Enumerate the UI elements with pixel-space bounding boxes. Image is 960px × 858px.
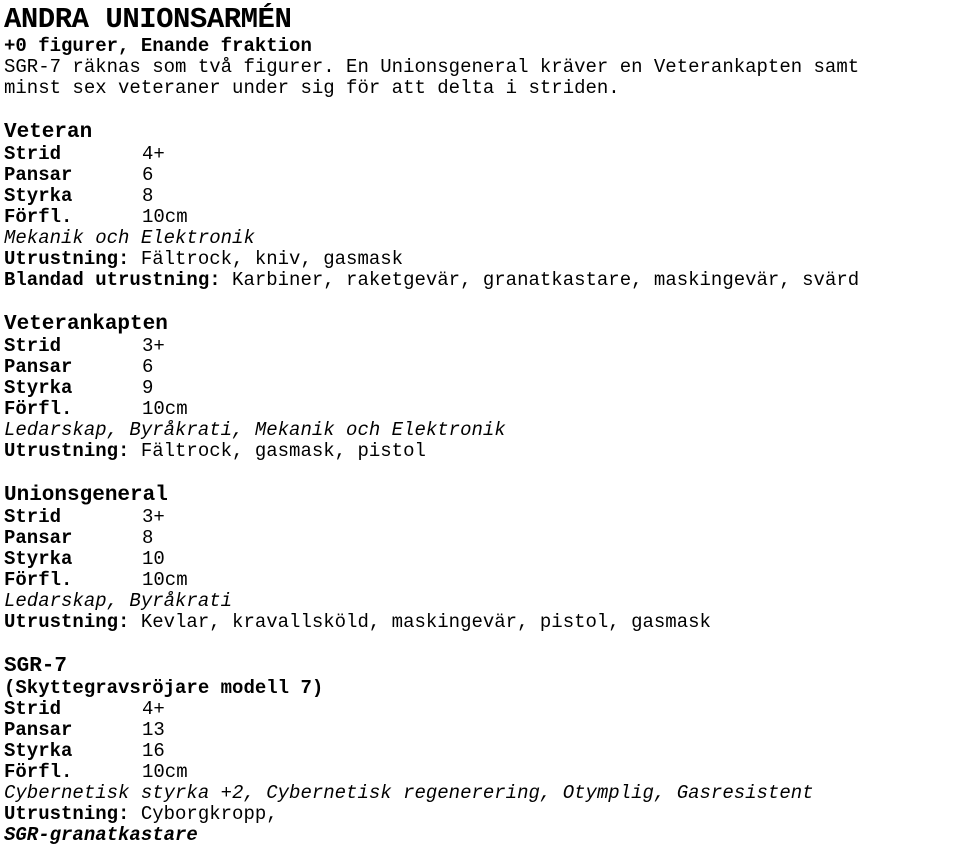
stat-value: 8 [142,527,154,549]
stat-label: Styrka [4,548,73,570]
stat-row [4,570,960,591]
stat-value: 16 [142,740,165,762]
equipment-list: Fältrock, gasmask, pistol [129,440,426,462]
unit-abilities: Ledarskap, Byråkrati [4,590,233,612]
stat-value: 3+ [142,506,165,528]
unit-name: SGR-7 [4,655,68,678]
stat-label: Styrka [4,740,73,762]
stat-value: 10cm [142,206,188,228]
stat-value: 4+ [142,143,165,165]
unit-sgr-7 [4,656,960,846]
stat-label: Pansar [4,356,73,378]
stat-value: 10cm [142,398,188,420]
stat-row [4,207,960,228]
mixed-equipment-list: Karbiner, raketgevär, granatkastare, maskingevär, svärd [220,269,860,291]
stat-label: Förfl. [4,206,73,228]
stat-label: Förfl. [4,761,73,783]
stat-label: Styrka [4,377,73,399]
intro-line-2: minst sex veteraner under sig för att delta i striden. [4,77,620,99]
stat-label: Pansar [4,527,73,549]
unit-abilities: Mekanik och Elektronik [4,227,255,249]
unit-name: Veterankapten [4,313,168,336]
stat-label: Strid [4,698,62,720]
stat-row [4,399,960,420]
stat-label: Strid [4,506,62,528]
unit-name: Unionsgeneral [4,484,168,507]
stat-value: 10 [142,548,165,570]
stat-value: 8 [142,185,154,207]
stat-label: Pansar [4,719,73,741]
equipment-label: Utrustning: [4,611,130,633]
stat-row [4,741,960,762]
stat-value: 4+ [142,698,165,720]
stat-row [4,699,960,720]
equipment-list: Cyborgkropp, [129,803,278,825]
unit-equipment [4,441,960,462]
equipment-label: Utrustning: [4,803,130,825]
unit-veteran [4,122,960,291]
stat-label: Styrka [4,185,73,207]
unit-abilities: Cybernetisk styrka +2, Cybernetisk regenerering, Otymplig, Gasresistent [4,782,814,804]
stat-row [4,528,960,549]
equipment-list: Fältrock, kniv, gasmask [129,248,404,270]
stat-label: Pansar [4,164,73,186]
intro-line-1: SGR-7 räknas som två figurer. En Unionsgeneral kräver en Veterankapten samt [4,56,860,78]
stat-value: 13 [142,719,165,741]
stat-row [4,336,960,357]
unit-equipment [4,612,960,633]
unit-extra-equipment: SGR-granatkastare [4,824,198,846]
equipment-label: Utrustning: [4,248,130,270]
unit-equipment [4,249,960,270]
stat-row [4,165,960,186]
stat-label: Förfl. [4,398,73,420]
unit-name: Veteran [4,121,93,144]
unit-abilities: Ledarskap, Byråkrati, Mekanik och Elektronik [4,419,506,441]
unit-unionsgeneral [4,485,960,633]
stat-label: Strid [4,335,62,357]
stat-row [4,762,960,783]
stat-row [4,378,960,399]
equipment-label: Utrustning: [4,440,130,462]
page-title: ANDRA UNIONSARMÉN [4,3,292,36]
stat-value: 6 [142,356,154,378]
stat-row [4,720,960,741]
unit-veterankapten [4,314,960,462]
stat-value: 10cm [142,569,188,591]
stat-label: Strid [4,143,62,165]
unit-subname: (Skyttegravsröjare modell 7) [4,677,324,699]
stat-row [4,549,960,570]
stat-value: 3+ [142,335,165,357]
stat-row [4,186,960,207]
stat-row [4,507,960,528]
stat-label: Förfl. [4,569,73,591]
unit-equipment [4,804,960,825]
stat-row [4,144,960,165]
stat-row [4,357,960,378]
equipment-list: Kevlar, kravallsköld, maskingevär, pistol, gasmask [129,611,711,633]
stat-value: 10cm [142,761,188,783]
stat-value: 9 [142,377,154,399]
stat-value: 6 [142,164,154,186]
unit-mixed-equipment [4,270,960,291]
page-subtitle: +0 figurer, Enande fraktion [4,35,312,57]
mixed-equipment-label: Blandad utrustning: [4,269,221,291]
